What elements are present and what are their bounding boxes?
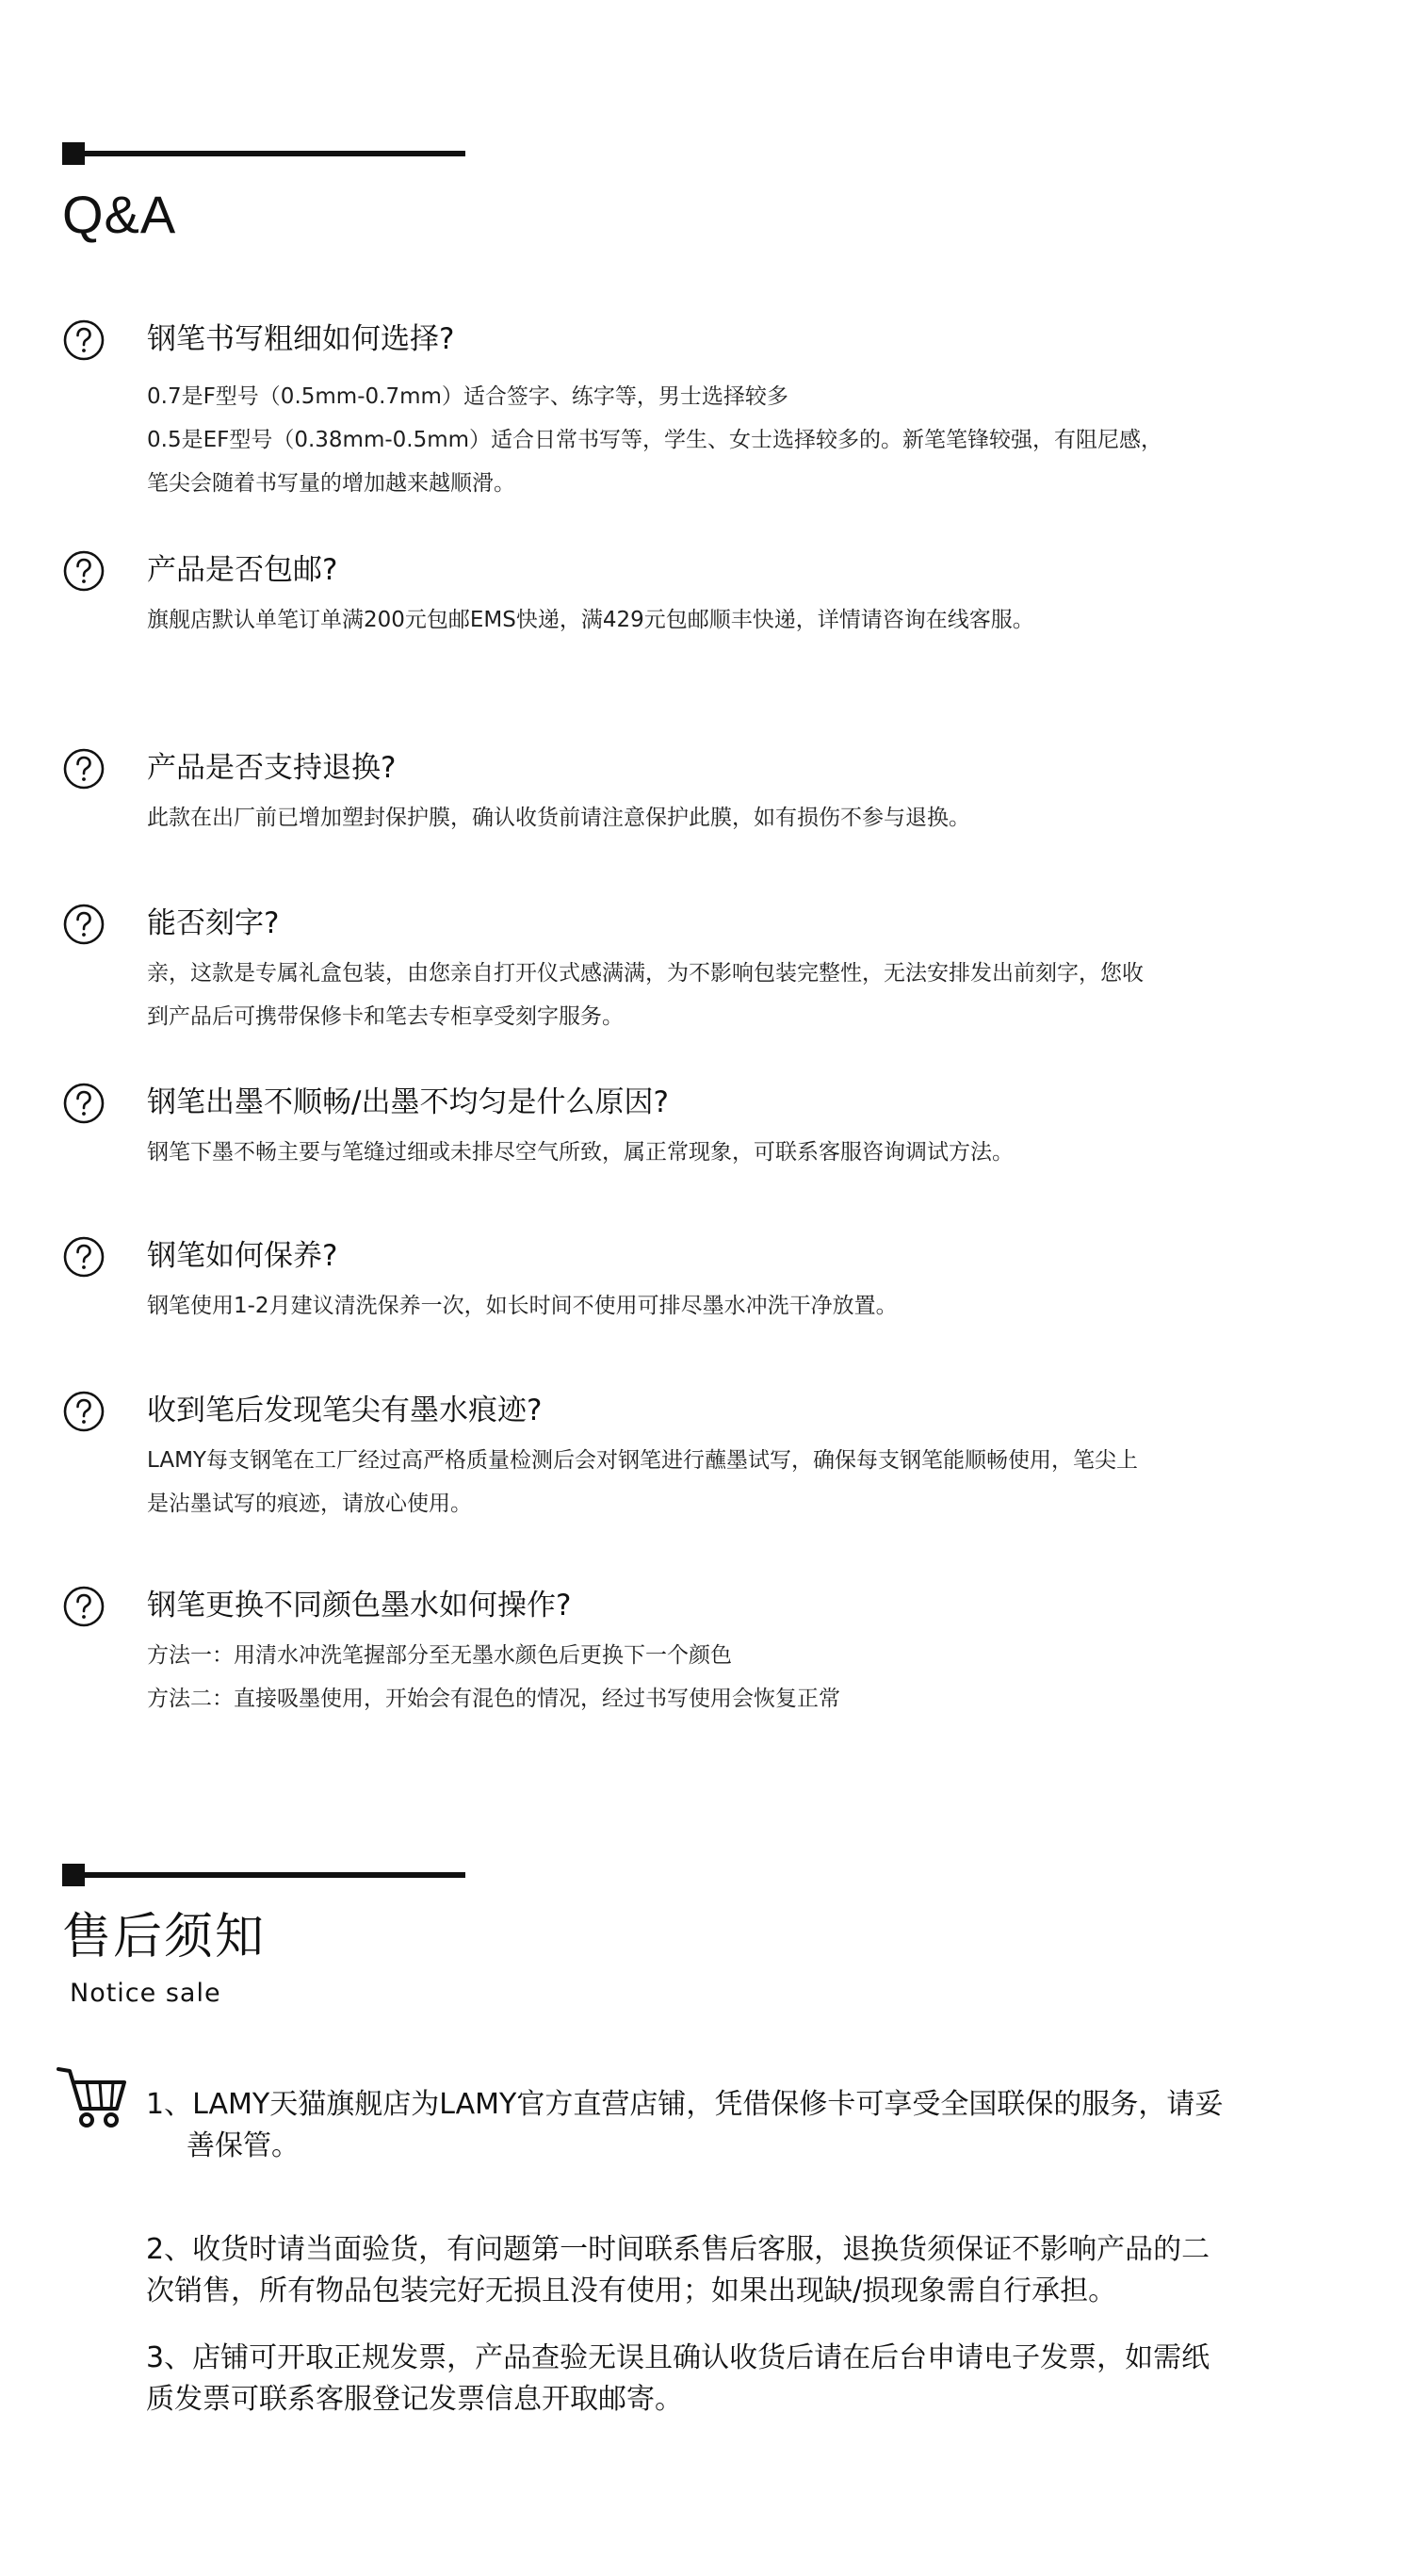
question-circle-icon: [62, 747, 106, 791]
sale-subtitle: Notice sale: [70, 1979, 221, 2008]
notice-line: 次销售，所有物品包装完好无损且没有使用；如果出现缺/损现象需自行承担。: [146, 2274, 1117, 2307]
question-circle-icon: [62, 903, 106, 946]
shopping-cart-icon: [55, 2063, 130, 2131]
question-circle-icon: [62, 1390, 106, 1433]
question-text: 钢笔如何保养?: [147, 1239, 338, 1273]
answer-line: 亲，这款是专属礼盒包装，由您亲自打开仪式感满满，为不影响包装完整性，无法安排发出前刻字，您收: [147, 961, 1144, 986]
question-circle-icon: [62, 1082, 106, 1125]
answer-line: 方法二：直接吸墨使用，开始会有混色的情况，经过书写使用会恢复正常: [147, 1687, 840, 1711]
notice-line: 善保管。: [187, 2129, 300, 2162]
answer-line: LAMY每支钢笔在工厂经过高严格质量检测后会对钢笔进行蘸墨试写，确保每支钢笔能顺畅使用，笔尖上: [147, 1448, 1138, 1473]
question-text: 能否刻字?: [147, 906, 280, 940]
question-text: 产品是否支持退换?: [147, 751, 397, 785]
answer-line: 0.7是F型号（0.5mm-0.7mm）适合签字、练字等，男士选择较多: [147, 384, 788, 409]
answer-line: 此款在出厂前已增加塑封保护膜，确认收货前请注意保护此膜，如有损伤不参与退换。: [147, 806, 970, 830]
answer-line: 钢笔下墨不畅主要与笔缝过细或未排尽空气所致，属正常现象，可联系客服咨询调试方法。: [147, 1140, 1014, 1165]
notice-line: 3、店铺可开取正规发票，产品查验无误且确认收货后请在后台申请电子发票，如需纸: [146, 2341, 1210, 2374]
question-text: 钢笔更换不同颜色墨水如何操作?: [147, 1589, 572, 1622]
answer-line: 0.5是EF型号（0.38mm-0.5mm）适合日常书写等，学生、女士选择较多的。新笔笔锋较强，有阻尼感，: [147, 428, 1163, 452]
question-circle-icon: [62, 1585, 106, 1628]
notice-line: 质发票可联系客服登记发票信息开取邮寄。: [146, 2383, 683, 2416]
question-circle-icon: [62, 1235, 106, 1279]
notice-line: 1、LAMY天猫旗舰店为LAMY官方直营店铺，凭借保修卡可享受全国联保的服务，请妥: [146, 2088, 1224, 2121]
question-circle-icon: [62, 318, 106, 362]
question-text: 收到笔后发现笔尖有墨水痕迹?: [147, 1394, 543, 1427]
notice-line: 2、收货时请当面验货，有问题第一时间联系售后客服，退换货须保证不影响产品的二: [146, 2233, 1210, 2266]
answer-line: 旗舰店默认单笔订单满200元包邮EMS快递，满429元包邮顺丰快递，详情请咨询在线客服。: [147, 608, 1034, 632]
answer-line: 钢笔使用1-2月建议清洗保养一次，如长时间不使用可排尽墨水冲洗干净放置。: [147, 1294, 898, 1318]
answer-line: 笔尖会随着书写量的增加越来越顺滑。: [147, 471, 515, 496]
question-circle-icon: [62, 549, 106, 593]
question-text: 钢笔出墨不顺畅/出墨不均匀是什么原因?: [147, 1085, 669, 1119]
answer-line: 是沾墨试写的痕迹，请放心使用。: [147, 1492, 472, 1516]
question-text: 产品是否包邮?: [147, 553, 338, 587]
sale-title: 售后须知: [62, 1909, 267, 1965]
section-divider-sale: [62, 1872, 465, 1878]
answer-line: 方法一：用清水冲洗笔握部分至无墨水颜色后更换下一个颜色: [147, 1643, 732, 1668]
qa-title: Q&A: [62, 185, 177, 244]
answer-line: 到产品后可携带保修卡和笔去专柜享受刻字服务。: [147, 1004, 624, 1029]
question-text: 钢笔书写粗细如何选择?: [147, 322, 455, 356]
section-divider-qa: [62, 151, 465, 156]
